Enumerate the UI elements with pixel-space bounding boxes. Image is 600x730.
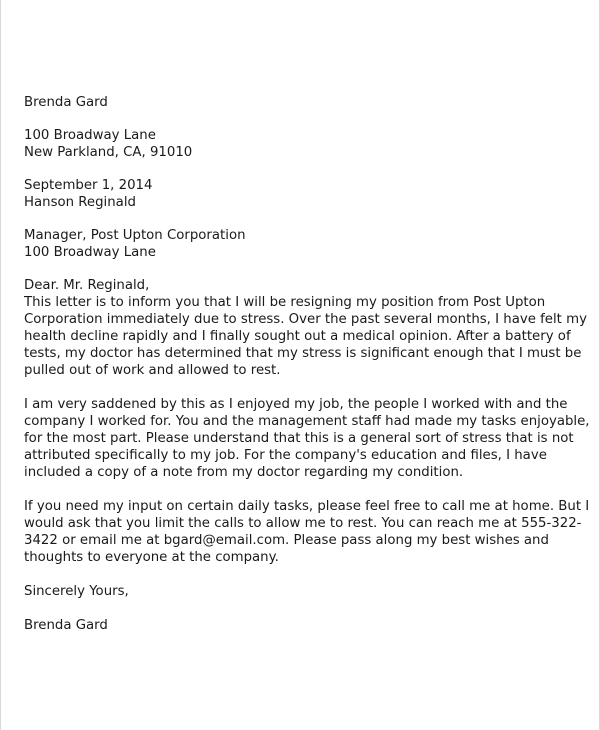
resignation-letter <box>24 94 590 634</box>
sender-street: 100 Broadway Lane <box>24 128 156 143</box>
paragraph-1 <box>24 294 587 379</box>
sender-city: New Parkland, CA, 91010 <box>24 145 193 160</box>
sender-name: Brenda Gard <box>24 95 108 110</box>
closing: Sincerely Yours, <box>24 584 129 599</box>
salutation: Dear. Mr. Reginald, <box>24 278 150 293</box>
paragraph-line: included a copy of a note from my doctor regarding my condition. <box>24 465 464 480</box>
paragraph-line: This letter is to inform you that I will be resigning my position from Post Upton <box>24 295 546 310</box>
paragraph-line: attributed specifically to my job. For the company's education and files, I have <box>24 448 547 463</box>
paragraph-line: for the most part. Please understand that this is a general sort of stress that is not <box>24 431 574 446</box>
paragraph-3 <box>24 498 590 566</box>
paragraph-line: pulled out of work and allowed to rest. <box>24 363 281 378</box>
recipient-name: Hanson Reginald <box>24 195 136 210</box>
paragraph-line: I am very saddened by this as I enjoyed my job, the people I worked with and the <box>24 397 568 412</box>
letter-date: September 1, 2014 <box>24 178 153 193</box>
paragraph-line: would ask that you limit the calls to allow me to rest. You can reach me at 555-322- <box>24 516 582 531</box>
paragraph-line: Corporation immediately due to stress. Over the past several months, I have felt my <box>24 312 587 327</box>
paragraph-line: health decline rapidly and I finally sought out a medical opinion. After a battery of <box>24 329 571 344</box>
recipient-street: 100 Broadway Lane <box>24 245 156 260</box>
paragraph-line: company I worked for. You and the management staff had made my tasks enjoyable, <box>24 414 590 429</box>
paragraph-line: 3422 or email me at bgard@email.com. Please pass along my best wishes and <box>24 533 549 548</box>
paragraph-line: If you need my input on certain daily tasks, please feel free to call me at home. But I <box>24 499 590 514</box>
recipient-title: Manager, Post Upton Corporation <box>24 228 246 243</box>
paragraph-2 <box>24 396 590 481</box>
signature-name: Brenda Gard <box>24 618 108 633</box>
paragraph-line: thoughts to everyone at the company. <box>24 550 279 565</box>
paragraph-line: tests, my doctor has determined that my stress is significant enough that I must be <box>24 346 582 361</box>
